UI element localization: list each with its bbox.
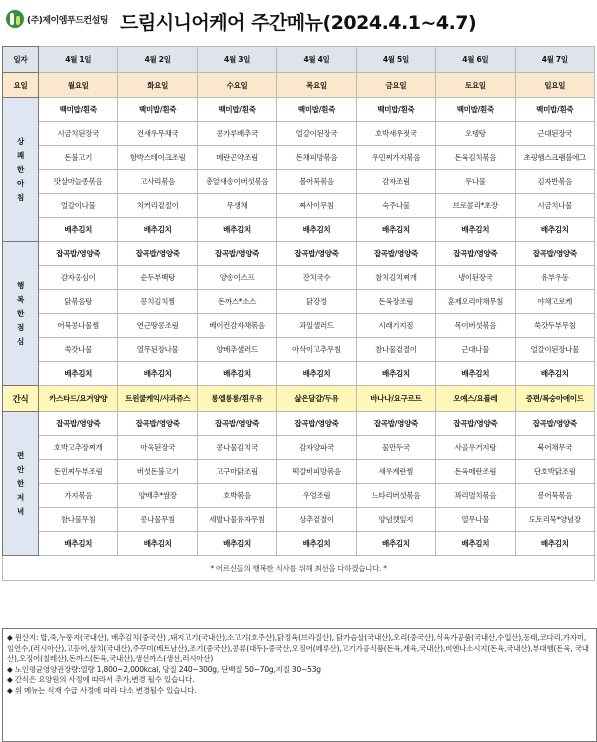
page-header (0, 0, 597, 42)
dinner-menu-item: 봉어묵볶음 (515, 484, 594, 508)
breakfast-menu-item: 호박새우젓국 (356, 122, 435, 146)
dinner-menu-item: 콩나물김치국 (197, 436, 276, 460)
dinner-menu-item: 배추김치 (277, 532, 356, 556)
dinner-row (3, 484, 595, 508)
lunch-menu-item: 양송이스프 (197, 266, 276, 290)
breakfast-menu-item: 고사리볶음 (118, 170, 197, 194)
lunch-menu-item: 양배추샐러드 (197, 338, 276, 362)
dinner-menu-item: 잡곡밥/영양죽 (356, 412, 435, 436)
breakfast-menu-item: 백미밥/흰죽 (39, 98, 118, 122)
breakfast-menu-item: 근대된장국 (515, 122, 594, 146)
breakfast-menu-item: 배추김치 (277, 218, 356, 242)
snack-item: 롱엘롱롱/흰우유 (197, 386, 276, 412)
date-cell: 4월 6일 (436, 47, 515, 73)
day-header-cell: 요일 (3, 73, 39, 98)
weekly-menu-table (2, 46, 595, 581)
dinner-menu-item: 고구마닭조림 (197, 460, 276, 484)
dinner-menu-item: 북어채무국 (515, 436, 594, 460)
breakfast-menu-item: 백미밥/흰죽 (197, 98, 276, 122)
dinner-row (3, 508, 595, 532)
logo-icon (6, 10, 24, 28)
lunch-menu-item: 잡곡밥/영양죽 (515, 242, 594, 266)
lunch-menu-item: 참나물겉절이 (356, 338, 435, 362)
dinner-menu-item: 돈육메란조림 (436, 460, 515, 484)
dinner-row (3, 460, 595, 484)
breakfast-row (3, 218, 595, 242)
lunch-row (3, 362, 595, 386)
lunch-menu-item: 참치김치찌개 (356, 266, 435, 290)
dinner-menu-item: 감자양파국 (277, 436, 356, 460)
lunch-menu-item: 열무된장나물 (118, 338, 197, 362)
date-cell: 4월 1일 (39, 47, 118, 73)
breakfast-menu-item: 콩가루배추국 (197, 122, 276, 146)
breakfast-row (3, 170, 595, 194)
dinner-menu-item: 가지볶음 (39, 484, 118, 508)
footer-notes (2, 628, 597, 742)
lunch-menu-item: 순두부백탕 (118, 266, 197, 290)
lunch-menu-item: 쑥갓나물 (39, 338, 118, 362)
lunch-menu-item: 잡곡밥/영양죽 (118, 242, 197, 266)
lunch-label-text: 행복한점심 (17, 280, 24, 346)
dinner-menu-item: 배추김치 (197, 532, 276, 556)
dinner-menu-item: 양념깻잎지 (356, 508, 435, 532)
dinner-menu-item: 잡곡밥/영양죽 (436, 412, 515, 436)
breakfast-menu-item: 치커리겉절이 (118, 194, 197, 218)
breakfast-row (3, 146, 595, 170)
snack-item: 트윈쿨케익/사과쥬스 (118, 386, 197, 412)
dinner-menu-item: 잡곡밥/영양죽 (515, 412, 594, 436)
breakfast-menu-item: 볼어묵볶음 (277, 170, 356, 194)
lunch-menu-item: 유부우동 (515, 266, 594, 290)
day-cell: 금요일 (356, 73, 435, 98)
lunch-menu-item: 배추김치 (39, 362, 118, 386)
snack-row (3, 386, 595, 412)
breakfast-menu-item: 브로콜리*초장 (436, 194, 515, 218)
date-cell: 4월 3일 (197, 47, 276, 73)
lunch-label (3, 242, 39, 386)
lunch-menu-item: 연근땅콩조림 (118, 314, 197, 338)
breakfast-menu-item: 돈불고기 (39, 146, 118, 170)
lunch-menu-item: 꽁치김치찜 (118, 290, 197, 314)
breakfast-menu-item: 배추김치 (197, 218, 276, 242)
dinner-menu-item: 잡곡밥/영양죽 (197, 412, 276, 436)
breakfast-menu-item: 배추김치 (515, 218, 594, 242)
snack-item: 바나나/요구르트 (356, 386, 435, 412)
breakfast-menu-item: 초핑햄스크램블에그 (515, 146, 594, 170)
breakfast-menu-item: 김자반볶음 (515, 170, 594, 194)
dinner-row (3, 436, 595, 460)
dinner-menu-item: 배추김치 (118, 532, 197, 556)
dinner-row (3, 412, 595, 436)
lunch-menu-item: 닭강정 (277, 290, 356, 314)
page-title: 드림시니어케어 주간메뉴(2024.4.1~4.7) (120, 12, 477, 34)
breakfast-menu-item: 백미밥/흰죽 (356, 98, 435, 122)
dinner-menu-item: 열무나물 (436, 508, 515, 532)
lunch-row (3, 290, 595, 314)
date-header-cell: 일자 (3, 47, 39, 73)
lunch-menu-item: 야채고로케 (515, 290, 594, 314)
lunch-row (3, 266, 595, 290)
lunch-menu-item: 과일샐러드 (277, 314, 356, 338)
breakfast-menu-item: 맛살마늘종볶음 (39, 170, 118, 194)
breakfast-menu-item: 시금치나물 (515, 194, 594, 218)
breakfast-menu-item: 우민찌가지볶음 (356, 146, 435, 170)
note-row (3, 556, 595, 581)
dinner-menu-item: 참나물무침 (39, 508, 118, 532)
dinner-menu-item: 배추김치 (436, 532, 515, 556)
footer-nutrition: ◆ 노인평균영양권장량:열량 1,800~2,000kcal, 당질 240~300g, 단백질 50~70g,지질 30~53g (7, 664, 321, 674)
dinner-menu-item: 호박고추장찌개 (39, 436, 118, 460)
lunch-row (3, 314, 595, 338)
dinner-row (3, 532, 595, 556)
dinner-menu-item: 도토리묵*양념장 (515, 508, 594, 532)
lunch-menu-item: 배추김치 (197, 362, 276, 386)
breakfast-menu-item: 얼갈이나물 (39, 194, 118, 218)
dinner-menu-item: 새우계란찜 (356, 460, 435, 484)
dinner-menu-item: 배추김치 (515, 532, 594, 556)
dinner-menu-item: 잡곡밥/영양죽 (39, 412, 118, 436)
breakfast-menu-item: 백미밥/흰죽 (277, 98, 356, 122)
lunch-menu-item: 닭볶음탕 (39, 290, 118, 314)
lunch-row (3, 338, 595, 362)
breakfast-menu-item: 감자조림 (356, 170, 435, 194)
breakfast-menu-item: 숙주나물 (356, 194, 435, 218)
snack-label: 간식 (3, 386, 39, 412)
lunch-menu-item: 배추김치 (356, 362, 435, 386)
dinner-menu-item: 호박볶음 (197, 484, 276, 508)
breakfast-menu-item: 오뎅탕 (436, 122, 515, 146)
dinner-menu-item: 세발나물유자무침 (197, 508, 276, 532)
dinner-menu-item: 아욱된장국 (118, 436, 197, 460)
footer-snack-note: ◆ 간식은 요양원의 사정에 따라서 추가,변경 될수 있습니다. (7, 675, 195, 685)
company-logo (6, 10, 108, 28)
lunch-menu-item: 배추김치 (118, 362, 197, 386)
lunch-menu-item: 베이컨감자채볶음 (197, 314, 276, 338)
breakfast-label (3, 98, 39, 242)
breakfast-menu-item: 백미밥/흰죽 (515, 98, 594, 122)
dinner-menu-item: 떡갈비피망볶음 (277, 460, 356, 484)
lunch-menu-item: 배추김치 (436, 362, 515, 386)
lunch-menu-item: 잡곡밥/영양죽 (356, 242, 435, 266)
dinner-menu-item: 물만두국 (356, 436, 435, 460)
lunch-menu-item: 아삭이고추무침 (277, 338, 356, 362)
breakfast-menu-item: 돈채피망볶음 (277, 146, 356, 170)
snack-item: 증편/복숭아에이드 (515, 386, 594, 412)
dinner-menu-item: 상추겉절이 (277, 508, 356, 532)
lunch-menu-item: 잔치국수 (277, 266, 356, 290)
breakfast-menu-item: 배추김치 (39, 218, 118, 242)
snack-item: 카스타드/요거양양 (39, 386, 118, 412)
breakfast-row (3, 122, 595, 146)
breakfast-row (3, 194, 595, 218)
breakfast-menu-item: 총알새송이버섯볶음 (197, 170, 276, 194)
date-cell: 4월 7일 (515, 47, 594, 73)
lunch-menu-item: 잡곡밥/영양죽 (197, 242, 276, 266)
dinner-menu-item: 잡곡밥/영양죽 (118, 412, 197, 436)
dinner-menu-item: 양배추*쌈장 (118, 484, 197, 508)
breakfast-menu-item: 무생채 (197, 194, 276, 218)
footer-origin: ◆ 원산지: 밥,죽,누룽지(국내산), 배추김치(중국산) ,돼지고기(국내산),소고기(호주산),닭정육(브라질산), 닭가슴살(국내산),오리(중국산),식육가공품(국내산,수입산),동태,코다리,가자미,임연수,(러시아산),고등어,삼치(국내산),주꾸미(베트남산),조기(중국산),콩류(대두)-중국산,오징어(페루산),고기가공식품(돈육,계육,국내산),비엔나소시지(돈육,국내산),부대햄(돈육, 국내산),오징어(칠레산),돈까스(돈육,국내산),생선까스(생선,러시아산) (7, 633, 589, 664)
breakfast-menu-item: 무나물 (436, 170, 515, 194)
breakfast-menu-item: 배추김치 (118, 218, 197, 242)
dinner-menu-item: 배추김치 (39, 532, 118, 556)
dinner-menu-item: 단호박닭조림 (515, 460, 594, 484)
day-cell: 일요일 (515, 73, 594, 98)
logo-text: (주)제이엠푸드컨설팅 (27, 15, 108, 26)
footer-change-note: ◆ 위 메뉴는 식재 수급 사정에 따라 다소 변경될수 있습니다. (7, 685, 197, 695)
lunch-menu-item: 잡곡밥/영양죽 (436, 242, 515, 266)
snack-item: 오예스/요플레 (436, 386, 515, 412)
breakfast-menu-item: 짜사이무침 (277, 194, 356, 218)
breakfast-menu-item: 백미밥/흰죽 (436, 98, 515, 122)
breakfast-menu-item: 백미밥/흰죽 (118, 98, 197, 122)
lunch-menu-item: 얼갈이된장나물 (515, 338, 594, 362)
dinner-menu-item: 콩나물무침 (118, 508, 197, 532)
breakfast-menu-item: 얼갈이된장국 (277, 122, 356, 146)
breakfast-menu-item: 건새우무채국 (118, 122, 197, 146)
dinner-label (3, 412, 39, 556)
day-cell: 목요일 (277, 73, 356, 98)
lunch-menu-item: 훈제오리야채무침 (436, 290, 515, 314)
dinner-menu-item: 우엉조림 (277, 484, 356, 508)
dinner-menu-item: 꽈리멸치볶음 (436, 484, 515, 508)
dinner-menu-item: 잡곡밥/영양죽 (277, 412, 356, 436)
breakfast-menu-item: 배추김치 (356, 218, 435, 242)
day-row (3, 73, 595, 98)
dinner-menu-item: 돈민찌두부조림 (39, 460, 118, 484)
dinner-menu-item: 버섯돈불고기 (118, 460, 197, 484)
closing-note: * 어르신들의 행복한 식사를 위해 최선을 다하겠습니다. * (3, 556, 595, 581)
date-cell: 4월 5일 (356, 47, 435, 73)
lunch-menu-item: 돈육장조림 (356, 290, 435, 314)
breakfast-label-text: 상쾌한아침 (17, 136, 24, 202)
lunch-menu-item: 잡곡밥/영양죽 (277, 242, 356, 266)
date-row (3, 47, 595, 73)
breakfast-menu-item: 메란곤약조림 (197, 146, 276, 170)
lunch-menu-item: 냉이된장국 (436, 266, 515, 290)
day-cell: 토요일 (436, 73, 515, 98)
day-cell: 수요일 (197, 73, 276, 98)
breakfast-row (3, 98, 595, 122)
breakfast-menu-item: 돈육김치볶음 (436, 146, 515, 170)
lunch-menu-item: 근대나물 (436, 338, 515, 362)
lunch-menu-item: 어묵콩나물찜 (39, 314, 118, 338)
breakfast-menu-item: 함박스테이크조림 (118, 146, 197, 170)
dinner-label-text: 편안한저녁 (17, 450, 24, 516)
date-cell: 4월 2일 (118, 47, 197, 73)
lunch-menu-item: 배추김치 (515, 362, 594, 386)
day-cell: 월요일 (39, 73, 118, 98)
lunch-menu-item: 감자옹심이 (39, 266, 118, 290)
lunch-menu-item: 시래기지짐 (356, 314, 435, 338)
snack-item: 삶은달걀/두유 (277, 386, 356, 412)
dinner-menu-item: 배추김치 (356, 532, 435, 556)
date-cell: 4월 4일 (277, 47, 356, 73)
breakfast-menu-item: 배추김치 (436, 218, 515, 242)
lunch-menu-item: 잡곡밥/영양죽 (39, 242, 118, 266)
dinner-menu-item: 느타리버섯볶음 (356, 484, 435, 508)
lunch-row (3, 242, 595, 266)
lunch-menu-item: 배추김치 (277, 362, 356, 386)
lunch-menu-item: 돈까스*소스 (197, 290, 276, 314)
lunch-menu-item: 목이버섯볶음 (436, 314, 515, 338)
breakfast-menu-item: 시금치된장국 (39, 122, 118, 146)
day-cell: 화요일 (118, 73, 197, 98)
dinner-menu-item: 사골우거지탕 (436, 436, 515, 460)
lunch-menu-item: 쑥갓두부무침 (515, 314, 594, 338)
